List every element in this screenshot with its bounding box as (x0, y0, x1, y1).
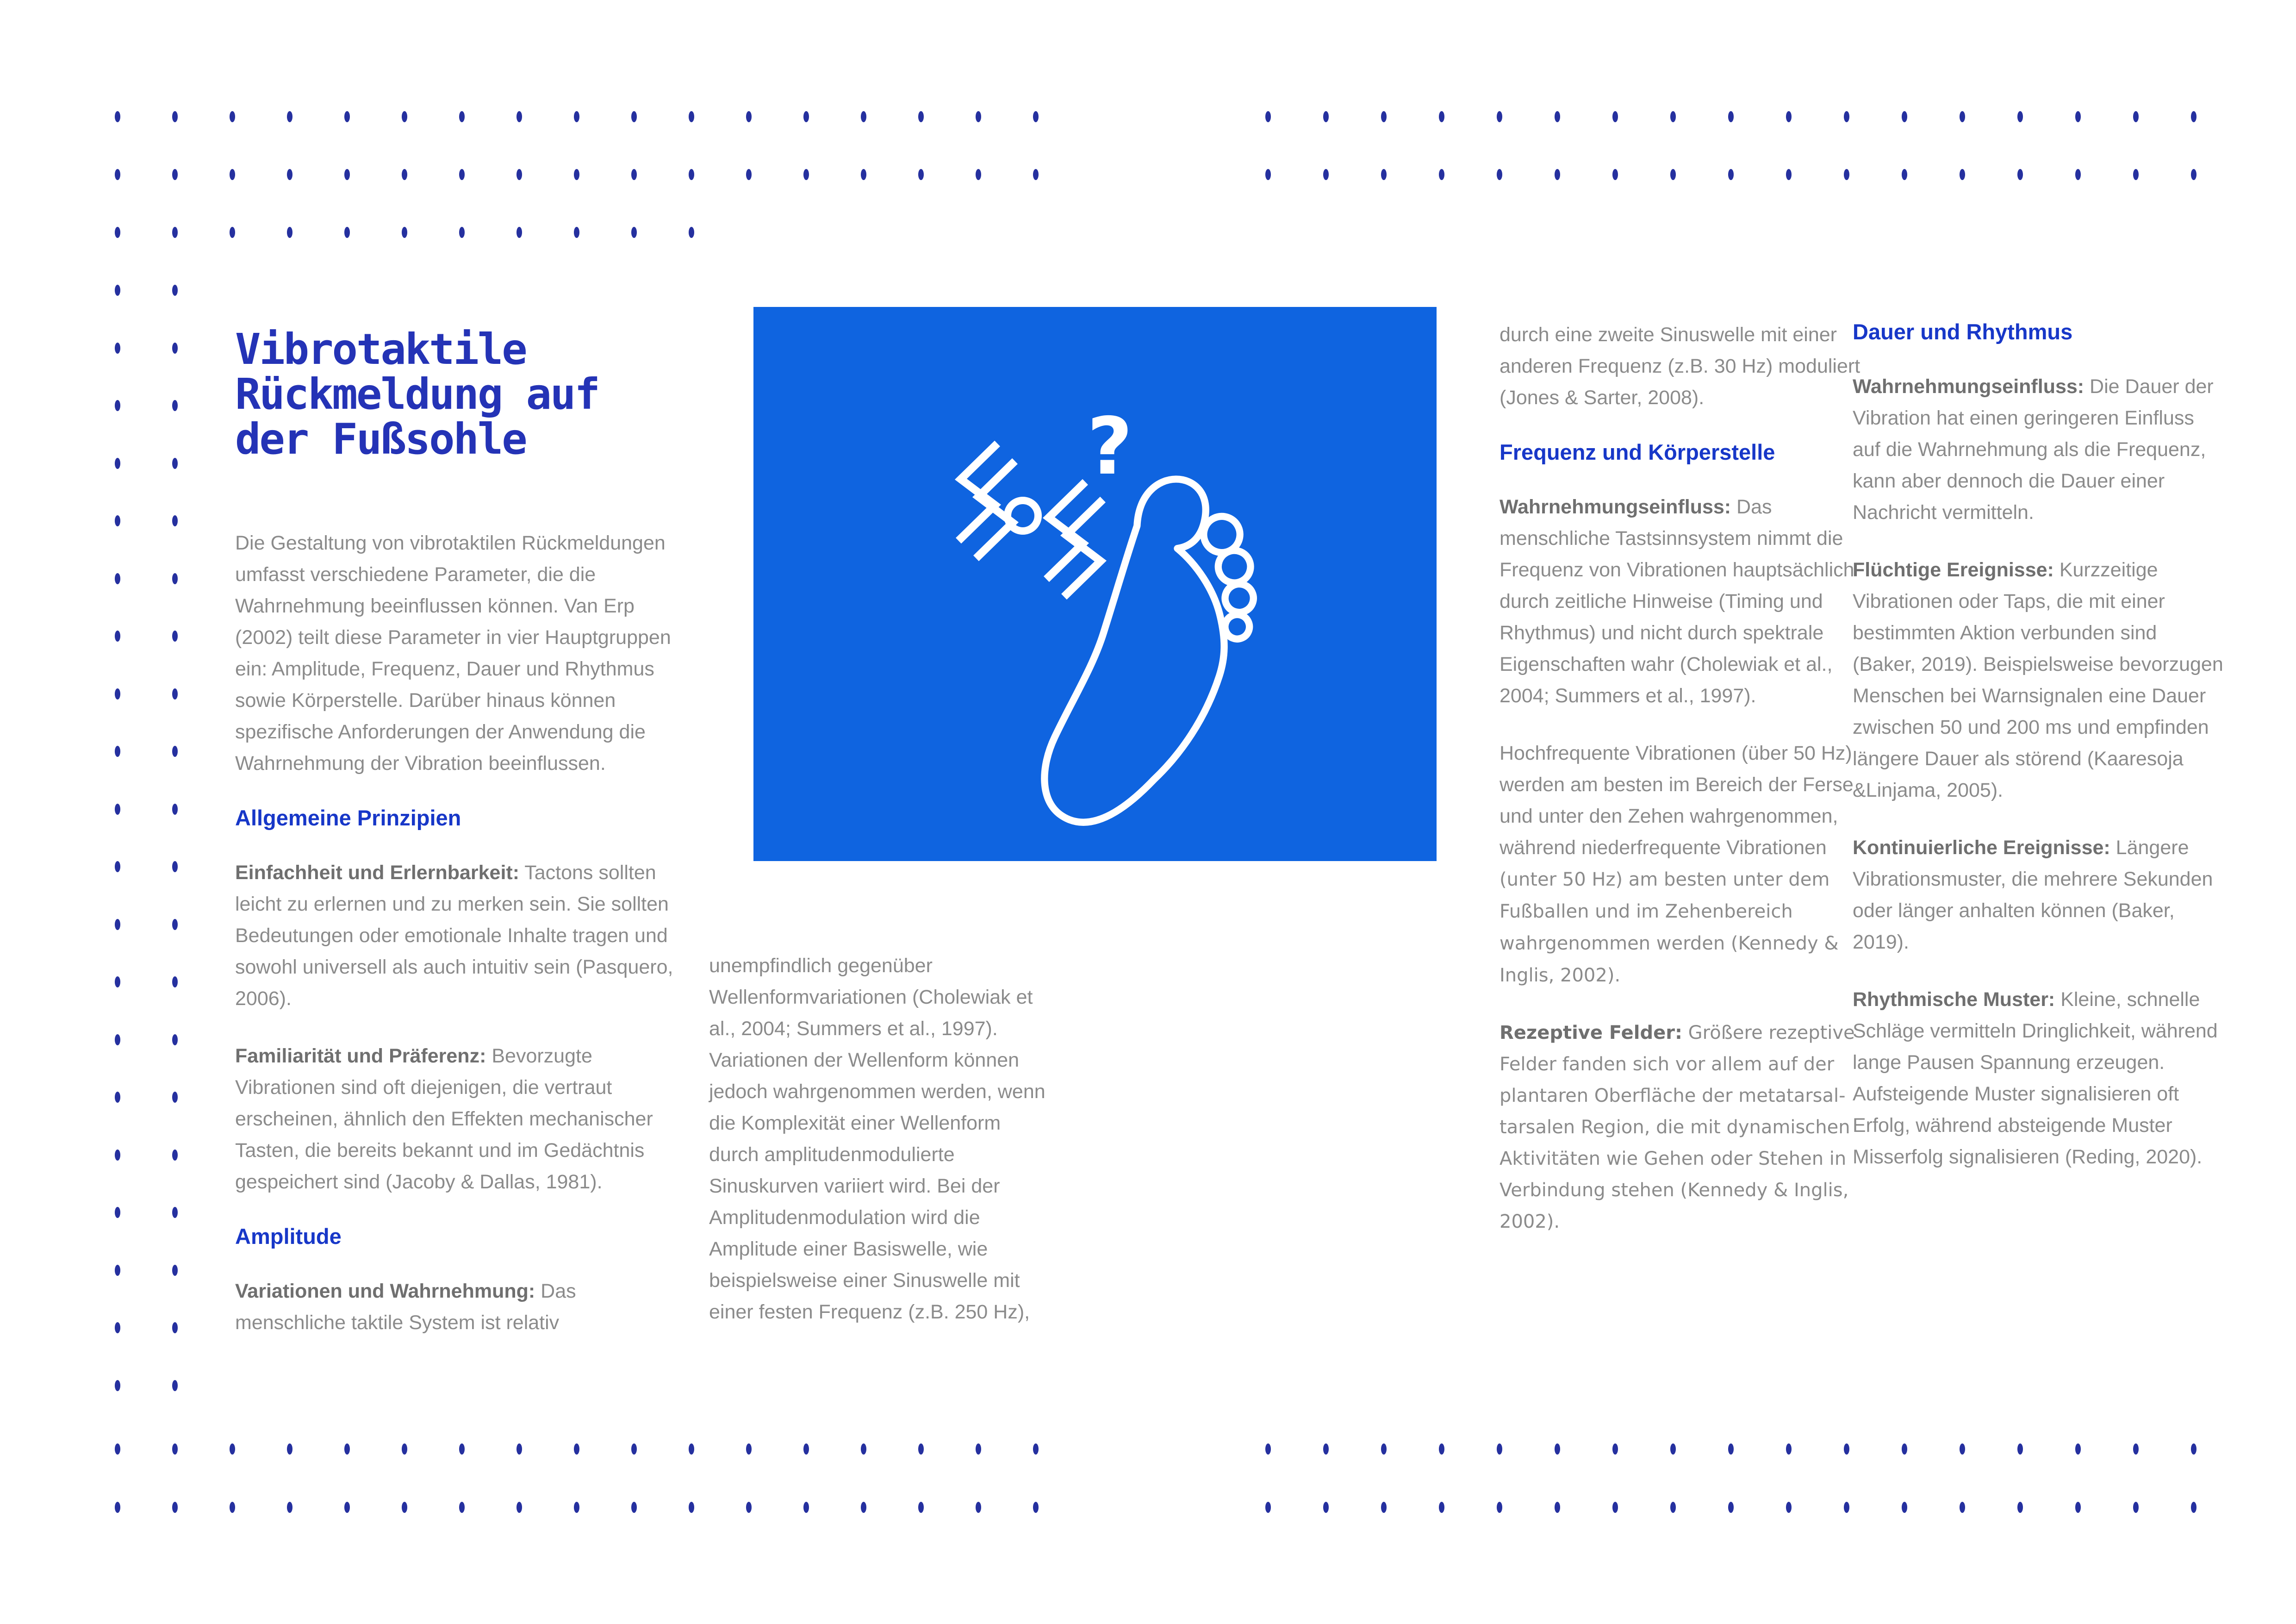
vibration-icon-left (958, 443, 1015, 558)
dot (516, 227, 522, 238)
dot (1786, 169, 1792, 180)
dot (230, 169, 235, 180)
paragraph-einfachheit (235, 857, 686, 1014)
paragraph-label: Wahrnehmungseinfluss: (1500, 496, 1731, 518)
dot (1323, 169, 1329, 180)
dot (115, 919, 120, 930)
dot (115, 1380, 120, 1391)
dot (172, 343, 178, 354)
dot (1902, 111, 1907, 122)
dot (115, 631, 120, 642)
dot (172, 976, 178, 987)
dot (803, 169, 809, 180)
dot (918, 1443, 924, 1455)
page-title-line-3: der Fußsohle (235, 414, 526, 464)
dot (1902, 1502, 1907, 1513)
dot (2017, 111, 2023, 122)
dot (918, 111, 924, 122)
dot (1902, 1443, 1907, 1455)
dot (1381, 111, 1387, 122)
foot-icon (1029, 468, 1289, 856)
circle-icon (1008, 500, 1038, 531)
dot (344, 1443, 350, 1455)
dot (1612, 169, 1618, 180)
dot (115, 111, 120, 122)
dot (2075, 169, 2081, 180)
dot (115, 1322, 120, 1333)
dot (1265, 1502, 1271, 1513)
dot (172, 227, 178, 238)
dot (1844, 111, 1849, 122)
dot (172, 515, 178, 526)
dot (1033, 111, 1039, 122)
dot (115, 343, 120, 354)
dot (2191, 1502, 2196, 1513)
dot (1728, 1443, 1734, 1455)
dot (1497, 1443, 1502, 1455)
dot (172, 458, 178, 469)
dot (1728, 111, 1734, 122)
dot (1555, 1443, 1560, 1455)
dot (172, 1034, 178, 1045)
dot (115, 285, 120, 296)
question-mark: ? (1087, 401, 1133, 493)
dot (746, 111, 752, 122)
dot (2191, 111, 2196, 122)
paragraph-text: Hochfrequente Vibrationen (über 50 Hz) werden am besten im Bereich der Ferse und unter den Zehen wahrgenommen, während niederfrequente Vibrationen (1500, 742, 1854, 859)
paragraph-text: Längere Vibrationsmuster, die mehrere Sekunden oder länger anhalten können (Baker, 2019). (1853, 837, 2213, 953)
dot (287, 1502, 292, 1513)
dot (1497, 111, 1502, 122)
dot (1381, 1502, 1387, 1513)
dot (803, 111, 809, 122)
dot (115, 1034, 120, 1045)
dot (115, 573, 120, 584)
dot (459, 111, 465, 122)
paragraph-label: Familiarität und Präferenz: (235, 1045, 486, 1067)
dot (459, 169, 465, 180)
dot (976, 1502, 981, 1513)
intro-paragraph: Die Gestaltung von vibrotaktilen Rückmeldungen umfasst verschiedene Parameter, die die Wahrnehmung beeinflussen können. Van Erp (2002) teilt diese Parameter in vier Hauptgruppen ein: Amplitude, Frequenz, Dauer und Rhythmus sowie Körperstelle. Darüber hinaus können spezifische Anforderungen der Anwendung die Wahrnehmung der Vibration beeinflussen. (235, 532, 671, 775)
dot (1381, 1443, 1387, 1455)
dot (689, 1443, 694, 1455)
dot (2191, 169, 2196, 180)
page-title-line-2: Rückmeldung auf (235, 369, 599, 419)
paragraph-text: (unter 50 Hz) am besten unter dem Fußballen und im Zehenbereich wahrgenommen werden (Kennedy & Inglis, 2002). (1500, 869, 1839, 986)
paragraph-unempfindlich: unempfindlich gegenüber Wellenformvariationen (Cholewiak et al., 2004; Summers et al., 1997). Variationen der Wellenform können jedoch wahrgenommen werden, wenn die Komplexität einer Wellenform durch amplitudenmodulierte Sinuskurven variiert wird. Bei der Amplitudenmodulation wird die Amplitude einer Basiswelle, wie beispielsweise einer Sinuswelle mit einer festen Frequenz (z.B. 250 Hz), (709, 955, 1045, 1323)
dot (574, 111, 579, 122)
dot (1844, 169, 1849, 180)
dot (631, 1502, 637, 1513)
dot (2017, 169, 2023, 180)
dot (1323, 111, 1329, 122)
dot (402, 169, 407, 180)
dot (172, 1207, 178, 1218)
paragraph-label: Einfachheit und Erlernbarkeit: (235, 862, 520, 884)
dot (1033, 1502, 1039, 1513)
dot (230, 1443, 235, 1455)
dot (115, 400, 120, 411)
dot (1612, 1443, 1618, 1455)
dot (861, 111, 866, 122)
dot (2017, 1443, 2023, 1455)
dot (1497, 1502, 1502, 1513)
dot (861, 1502, 866, 1513)
dot (803, 1502, 809, 1513)
dot (172, 746, 178, 757)
dot (689, 169, 694, 180)
foot-illustration-box (753, 307, 1437, 861)
dot (689, 1502, 694, 1513)
paragraph-text: Tactons sollten leicht zu erlernen und zu merken sein. Sie sollten Bedeutungen oder emotionale Inhalte tragen und sowohl universell als auch intuitiv sein (Pasquero, 2006). (235, 862, 673, 1010)
dot (1728, 169, 1734, 180)
dot (2017, 1502, 2023, 1513)
dot (1960, 1443, 1965, 1455)
paragraph-label: Rhythmische Muster: (1853, 988, 2055, 1011)
paragraph-text: Kleine, schnelle Schläge vermitteln Dringlichkeit, während lange Pausen Spannung erzeugen. Aufsteigende Muster signalisieren oft Erfolg, während absteigende Muster Misserfolg signalisieren (Reding, 2020). (1853, 988, 2218, 1168)
paragraph-text: Das menschliche taktile System ist relativ (235, 1280, 576, 1334)
column-4 (1853, 307, 2225, 1199)
paragraph-text: Das menschliche Tastsinnsystem nimmt die Frequenz von Vibrationen hauptsächlich durch zeitliche Hinweise (Timing und Rhythmus) und nicht durch spektrale Eigenschaften wahr (Cholewiak et al., 2004; Summers et al., 1997). (1500, 496, 1854, 707)
dot (115, 458, 120, 469)
dot (172, 1380, 178, 1391)
dot (115, 1265, 120, 1276)
paragraph-text: Größere rezeptive Felder fanden sich vor allem auf der plantaren Oberfläche der metatarsal-tarsalen Region, die mit dynamischen Aktivitäten wie Gehen oder Stehen in Verbindung stehen (Kennedy & Inglis, 2002). (1500, 1022, 1855, 1232)
paragraph-rezeptive-felder (1500, 1017, 1867, 1237)
dot (172, 400, 178, 411)
dot (2133, 1502, 2139, 1513)
dot (1439, 111, 1444, 122)
dot (172, 1322, 178, 1333)
dot (1960, 1502, 1965, 1513)
dot (287, 1443, 292, 1455)
dot (1439, 169, 1444, 180)
dot (344, 111, 350, 122)
dot (1960, 111, 1965, 122)
column-2 (709, 950, 1055, 1354)
dot (1902, 169, 1907, 180)
column-3 (1500, 307, 1867, 1263)
dot (1670, 111, 1676, 122)
dot (172, 169, 178, 180)
dot (1786, 111, 1792, 122)
dot (1439, 1443, 1444, 1455)
paragraph-fluechtige-ereignisse (1853, 554, 2225, 806)
dot (1381, 169, 1387, 180)
dot (1960, 169, 1965, 180)
dot (746, 169, 752, 180)
dot (287, 169, 292, 180)
dot (344, 1502, 350, 1513)
column-1 (235, 327, 686, 1364)
dot (115, 861, 120, 872)
dot (1728, 1502, 1734, 1513)
paragraph-label: Flüchtige Ereignisse: (1853, 559, 2054, 581)
dot (574, 169, 579, 180)
dot (344, 169, 350, 180)
dot (172, 804, 178, 815)
paragraph-hochfrequente (1500, 737, 1867, 991)
dot (689, 111, 694, 122)
dot (459, 1502, 465, 1513)
dot (172, 285, 178, 296)
vibration-icon-right (1046, 482, 1103, 597)
dot (746, 1443, 752, 1455)
dot (459, 227, 465, 238)
page-title-line-1: Vibrotaktile (235, 325, 526, 374)
dot (574, 227, 579, 238)
paragraph-label: Rezeptive Felder: (1500, 1022, 1682, 1043)
dot (115, 1207, 120, 1218)
dot (1612, 111, 1618, 122)
dot (1033, 1443, 1039, 1455)
dot (230, 111, 235, 122)
dot (516, 1443, 522, 1455)
dot (631, 169, 637, 180)
dot (631, 111, 637, 122)
dot (1555, 169, 1560, 180)
dot (746, 1502, 752, 1513)
dot (172, 1265, 178, 1276)
paragraph-wahrnehmungseinfluss-dauer (1853, 371, 2225, 528)
dot (1786, 1443, 1792, 1455)
dot (1265, 1443, 1271, 1455)
dot (2075, 1502, 2081, 1513)
dot (1033, 169, 1039, 180)
paragraph-variationen (235, 1275, 686, 1338)
dot (1786, 1502, 1792, 1513)
dot (115, 688, 120, 700)
dot (861, 1443, 866, 1455)
dot (918, 1502, 924, 1513)
dot (1323, 1443, 1329, 1455)
dot (172, 861, 178, 872)
dot (344, 227, 350, 238)
dot (115, 1502, 120, 1513)
dot (459, 1443, 465, 1455)
dot (172, 1092, 178, 1103)
dot (1439, 1502, 1444, 1513)
dot (115, 1443, 120, 1455)
paragraph-familiaritaet (235, 1040, 686, 1198)
dot (1555, 1502, 1560, 1513)
dot (115, 169, 120, 180)
dot (2075, 1443, 2081, 1455)
dot (2075, 111, 2081, 122)
dot (2191, 1443, 2196, 1455)
paragraph-kontinuierliche-ereignisse (1853, 832, 2225, 958)
dot (287, 111, 292, 122)
dot (1670, 1502, 1676, 1513)
paragraph-rhythmische-muster (1853, 984, 2225, 1173)
paragraph-text: Bevorzugte Vibrationen sind oft diejenigen, die vertraut erscheinen, ähnlich den Effekten mechanischer Tasten, die bereits bekannt und im Gedächtnis gespeichert sind (Jacoby & Dallas, 1981). (235, 1045, 653, 1193)
paragraph-label: Kontinuierliche Ereignisse: (1853, 837, 2110, 859)
paragraph-moduliert: durch eine zweite Sinuswelle mit einer anderen Frequenz (z.B. 30 Hz) moduliert (Jones & Sarter, 2008). (1500, 324, 1860, 409)
section-heading-dauer-rhythmus: Dauer und Rhythmus (1853, 319, 2073, 344)
dot (1497, 169, 1502, 180)
dot (918, 169, 924, 180)
dot (172, 111, 178, 122)
dot (2133, 169, 2139, 180)
dot (976, 1443, 981, 1455)
dot (689, 227, 694, 238)
dot (976, 169, 981, 180)
foot-illustration (753, 307, 1437, 861)
dot (574, 1443, 579, 1455)
dot (1265, 111, 1271, 122)
dot (287, 227, 292, 238)
dot (631, 1443, 637, 1455)
dot (516, 111, 522, 122)
dot (230, 227, 235, 238)
dot (976, 111, 981, 122)
dot (172, 1443, 178, 1455)
dot (172, 1149, 178, 1161)
paragraph-label: Wahrnehmungseinfluss: (1853, 375, 2084, 398)
dot (230, 1502, 235, 1513)
paragraph-text: Die Dauer der Vibration hat einen geringeren Einfluss auf die Wahrnehmung als die Frequenz, kann aber dennoch die Dauer einer Nachricht vermitteln. (1853, 375, 2214, 524)
dot (172, 573, 178, 584)
dot (402, 1502, 407, 1513)
dot (402, 1443, 407, 1455)
dot (1670, 169, 1676, 180)
dot (516, 169, 522, 180)
dot (861, 169, 866, 180)
section-heading-amplitude: Amplitude (235, 1224, 342, 1249)
dot (172, 631, 178, 642)
dot (115, 1092, 120, 1103)
dot (172, 919, 178, 930)
dot (115, 976, 120, 987)
dot (115, 1149, 120, 1161)
paragraph-text: Kurzzeitige Vibrationen oder Taps, die mit einer bestimmten Aktion verbunden sind (Baker, 2019). Beispielsweise bevorzugen Menschen bei Warnsignalen eine Dauer zwischen 50 und 200 ms und empfinden längere Dauer als störend (Kaaresoja &Linjama, 2005). (1853, 559, 2223, 801)
page-title (235, 327, 686, 462)
paragraph-wahrnehmungseinfluss-frequenz (1500, 491, 1867, 712)
dot (803, 1443, 809, 1455)
dot (402, 111, 407, 122)
section-heading-frequenz-koerperstelle: Frequenz und Körperstelle (1500, 440, 1775, 464)
dot (1555, 111, 1560, 122)
dot (172, 688, 178, 700)
dot (1612, 1502, 1618, 1513)
dot (2133, 111, 2139, 122)
section-heading-allgemeine-prinzipien: Allgemeine Prinzipien (235, 806, 461, 830)
dot (172, 1502, 178, 1513)
dot (115, 804, 120, 815)
dot (1844, 1502, 1849, 1513)
dot (115, 227, 120, 238)
dot (2133, 1443, 2139, 1455)
dot (1670, 1443, 1676, 1455)
dot (1323, 1502, 1329, 1513)
dot (574, 1502, 579, 1513)
dot (1265, 169, 1271, 180)
dot (402, 227, 407, 238)
dot (115, 515, 120, 526)
dot (516, 1502, 522, 1513)
dot (631, 227, 637, 238)
dot (1844, 1443, 1849, 1455)
paragraph-label: Variationen und Wahrnehmung: (235, 1280, 535, 1302)
dot (115, 746, 120, 757)
